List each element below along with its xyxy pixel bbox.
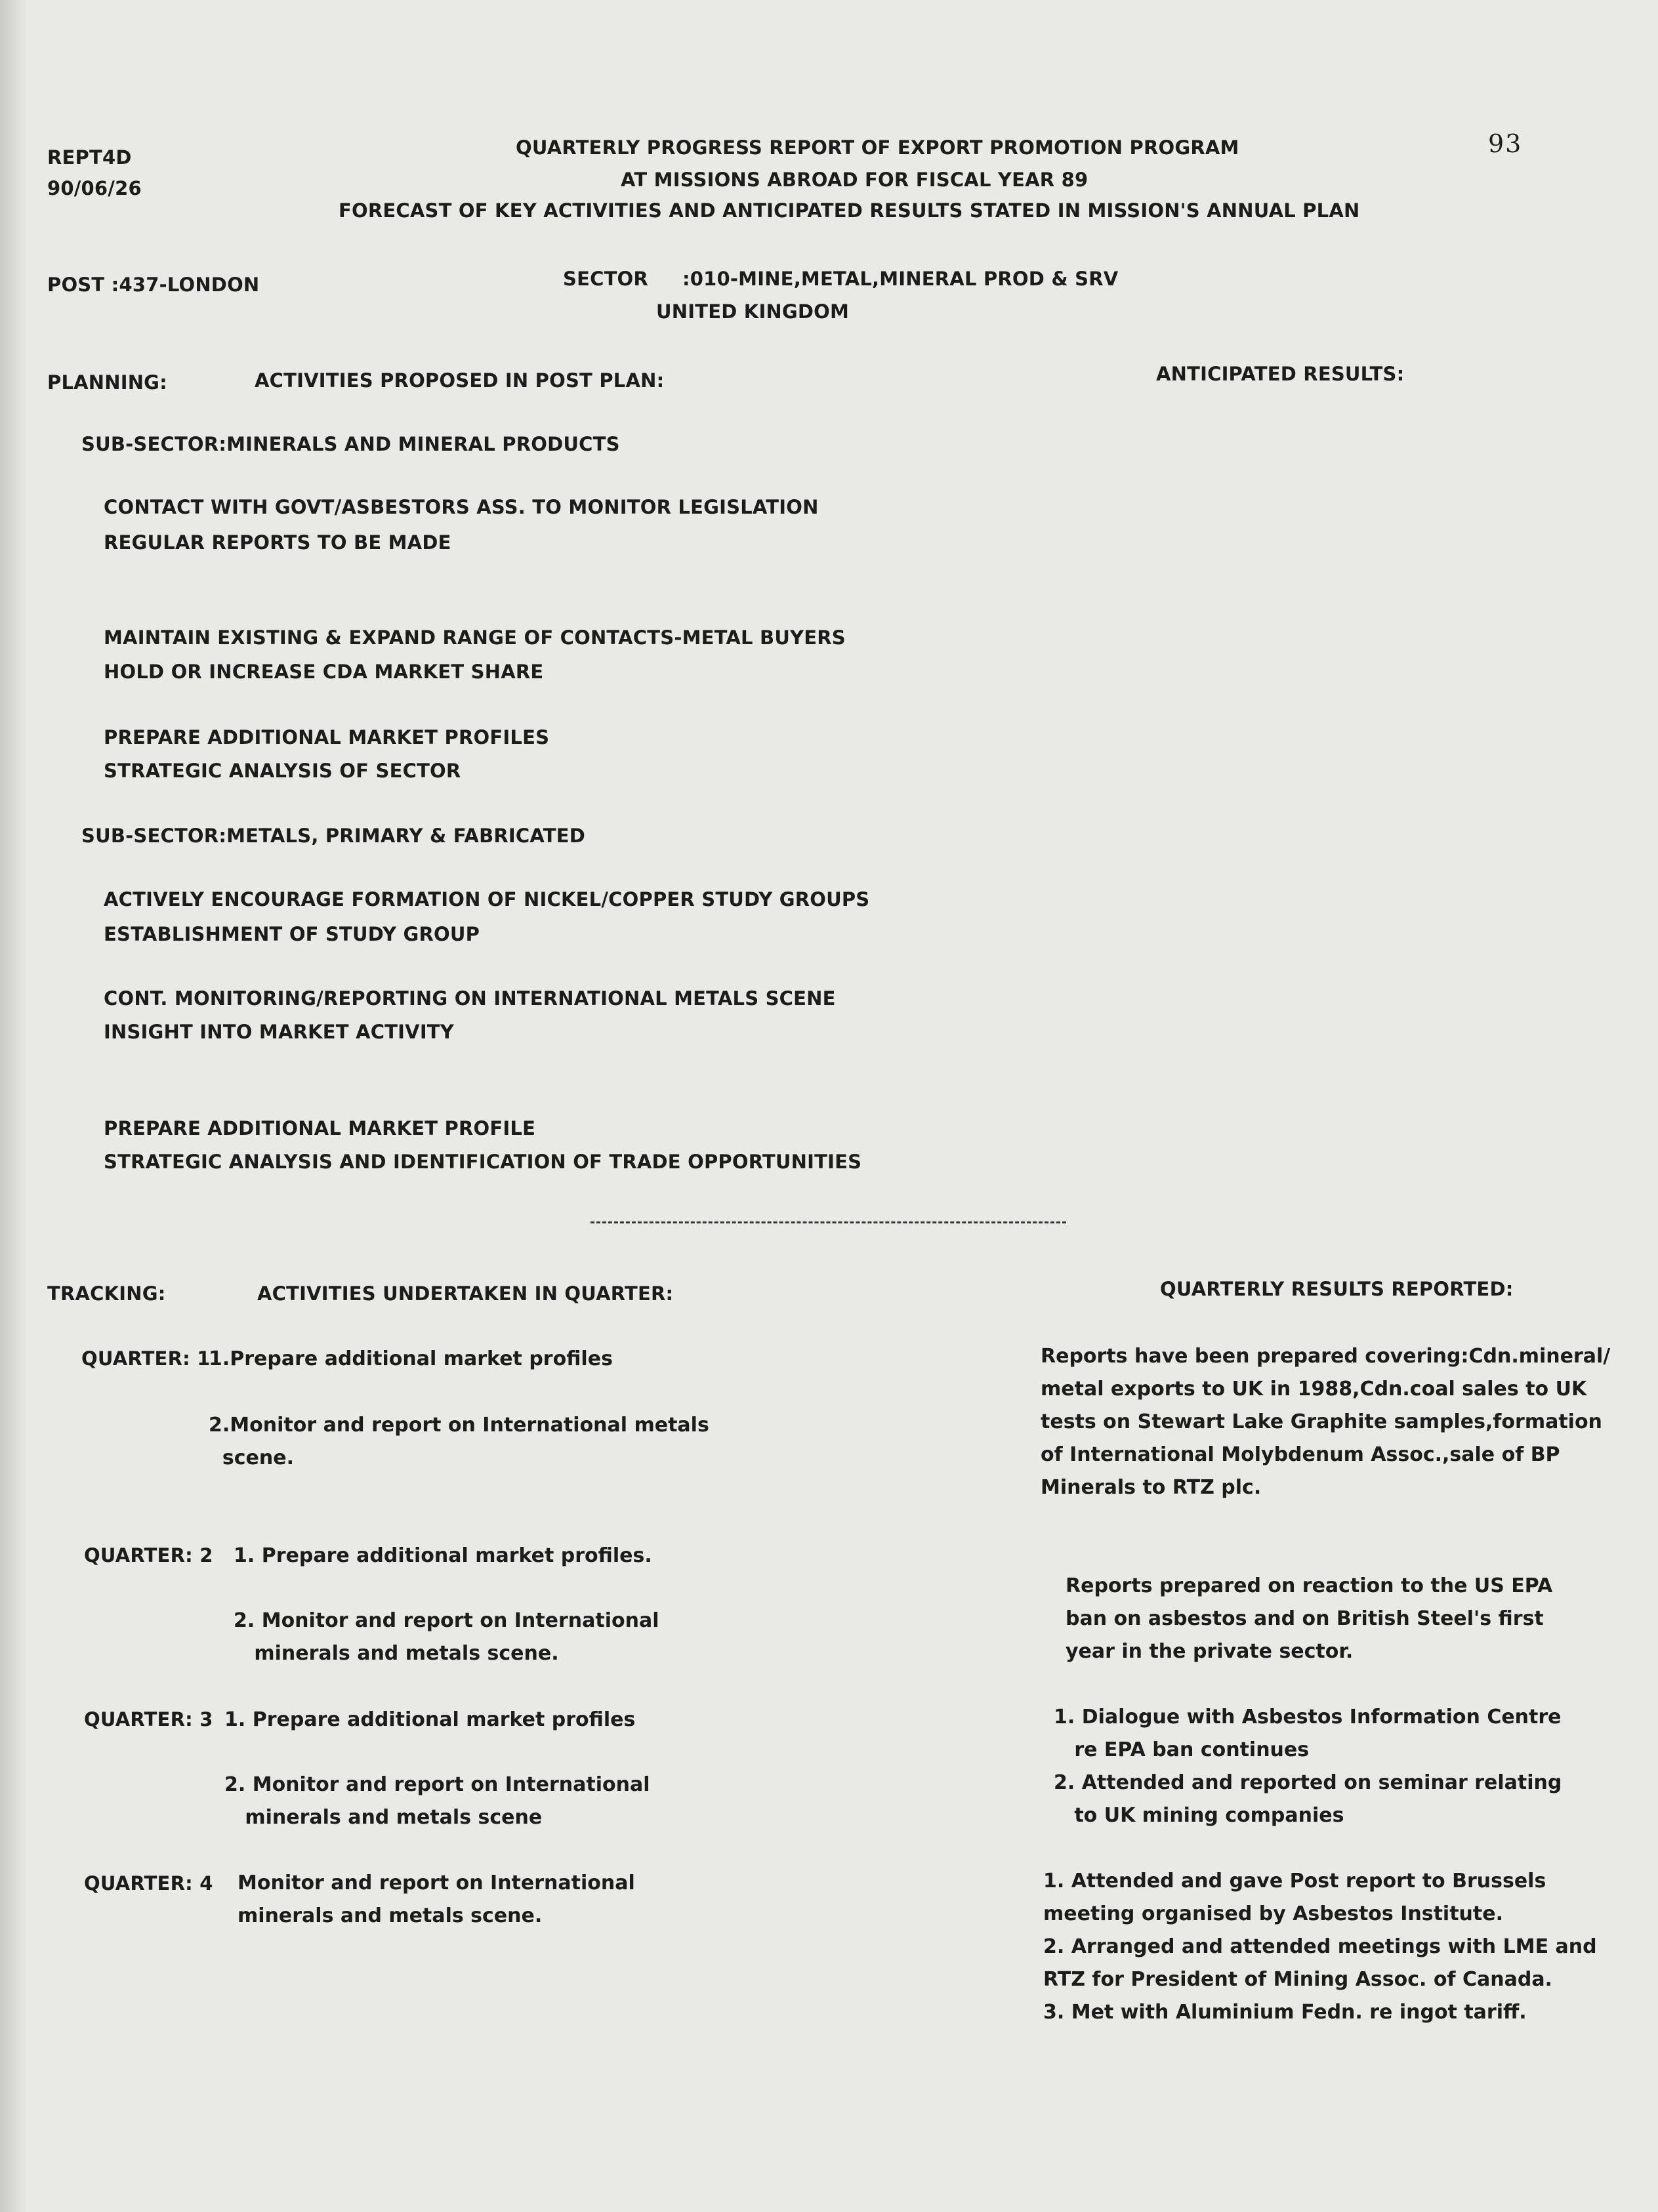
- quarter-4-label: QUARTER: 4: [84, 1872, 213, 1895]
- post-label: POST :437-LONDON: [47, 274, 260, 296]
- planning-item: CONT. MONITORING/REPORTING ON INTERNATIONAL METALS SCENE: [104, 987, 836, 1010]
- quarter-1-result: Reports have been prepared covering:Cdn.mineral/ metal exports to UK in 1988,Cdn.coal sales to UK tests on Stewart Lake Graphite samples,formation of International Molybdenum Assoc.,sale of BP Minerals to RTZ plc.: [1041, 1345, 1611, 1499]
- planning-item: HOLD OR INCREASE CDA MARKET SHARE: [104, 661, 544, 683]
- country: UNITED KINGDOM: [656, 300, 850, 323]
- subsector-metals: SUB-SECTOR:METALS, PRIMARY & FABRICATED: [81, 825, 586, 847]
- quarter-4-result: 1. Attended and gave Post report to Brussels meeting organised by Asbestos Institute. 2. Arranged and attended meetings with LME and RTZ for President of Mining Assoc. of Canada. 3. Met with Aluminium Fedn. re ingot tariff.: [1043, 1870, 1597, 2024]
- sector-value: :010-MINE,METAL,MINERAL PROD & SRV: [682, 268, 1119, 290]
- tracking-activities-header: ACTIVITIES UNDERTAKEN IN QUARTER:: [257, 1282, 674, 1305]
- quarter-4-activity: Monitor and report on International minerals and metals scene.: [238, 1872, 635, 1927]
- anticipated-results-header: ANTICIPATED RESULTS:: [1156, 363, 1405, 385]
- quarter-3-result: 1. Dialogue with Asbestos Information Centre re EPA ban continues 2. Attended and reported on seminar relating to UK mining companies: [1054, 1706, 1562, 1827]
- title-line-3: FORECAST OF KEY ACTIVITIES AND ANTICIPATED RESULTS STATED IN MISSION'S ANNUAL PLAN: [339, 199, 1360, 222]
- sector-label: SECTOR: [563, 268, 648, 290]
- planning-item: REGULAR REPORTS TO BE MADE: [104, 531, 451, 554]
- planning-item: STRATEGIC ANALYSIS AND IDENTIFICATION OF TRADE OPPORTUNITIES: [104, 1151, 862, 1173]
- page-number: 93: [1488, 129, 1523, 158]
- quarter-2-label: QUARTER: 2: [84, 1544, 213, 1567]
- quarter-1-label: QUARTER: 1: [81, 1347, 211, 1370]
- planning-item: PREPARE ADDITIONAL MARKET PROFILES: [104, 726, 550, 748]
- subsector-minerals: SUB-SECTOR:MINERALS AND MINERAL PRODUCTS: [81, 433, 620, 455]
- report-date: 90/06/26: [47, 177, 142, 199]
- quarter-1-activity: 2.Monitor and report on International metals scene.: [209, 1414, 709, 1469]
- planning-label: PLANNING:: [47, 371, 167, 394]
- quarter-2-activity: 1. Prepare additional market profiles.: [234, 1544, 652, 1567]
- planning-activities-header: ACTIVITIES PROPOSED IN POST PLAN:: [255, 369, 665, 392]
- quarter-3-activity: 2. Monitor and report on International minerals and metals scene: [224, 1773, 650, 1829]
- quarter-3-activity: 1. Prepare additional market profiles: [224, 1708, 636, 1731]
- quarter-2-activity: 2. Monitor and report on International minerals and metals scene.: [234, 1609, 659, 1665]
- quarter-1-activity: 1.Prepare additional market profiles: [209, 1347, 613, 1370]
- planning-item: ACTIVELY ENCOURAGE FORMATION OF NICKEL/COPPER STUDY GROUPS: [104, 888, 870, 911]
- title-line-2: AT MISSIONS ABROAD FOR FISCAL YEAR 89: [621, 169, 1088, 191]
- quarterly-results-header: QUARTERLY RESULTS REPORTED:: [1160, 1278, 1514, 1300]
- quarter-2-result: Reports prepared on reaction to the US EPA ban on asbestos and on British Steel's first year in the private sector.: [1066, 1574, 1553, 1663]
- planning-item: STRATEGIC ANALYSIS OF SECTOR: [104, 760, 461, 782]
- title-line-1: QUARTERLY PROGRESS REPORT OF EXPORT PROMOTION PROGRAM: [516, 136, 1239, 159]
- planning-item: ESTABLISHMENT OF STUDY GROUP: [104, 923, 480, 945]
- tracking-label: TRACKING:: [47, 1282, 166, 1305]
- planning-item: CONTACT WITH GOVT/ASBESTORS ASS. TO MONITOR LEGISLATION: [104, 496, 819, 518]
- report-id: REPT4D: [47, 146, 132, 169]
- section-divider: [591, 1221, 1066, 1223]
- planning-item: INSIGHT INTO MARKET ACTIVITY: [104, 1021, 454, 1043]
- planning-item: PREPARE ADDITIONAL MARKET PROFILE: [104, 1117, 536, 1139]
- quarter-3-label: QUARTER: 3: [84, 1708, 213, 1731]
- planning-item: MAINTAIN EXISTING & EXPAND RANGE OF CONTACTS-METAL BUYERS: [104, 626, 846, 649]
- page-edge-shadow: [0, 0, 28, 2212]
